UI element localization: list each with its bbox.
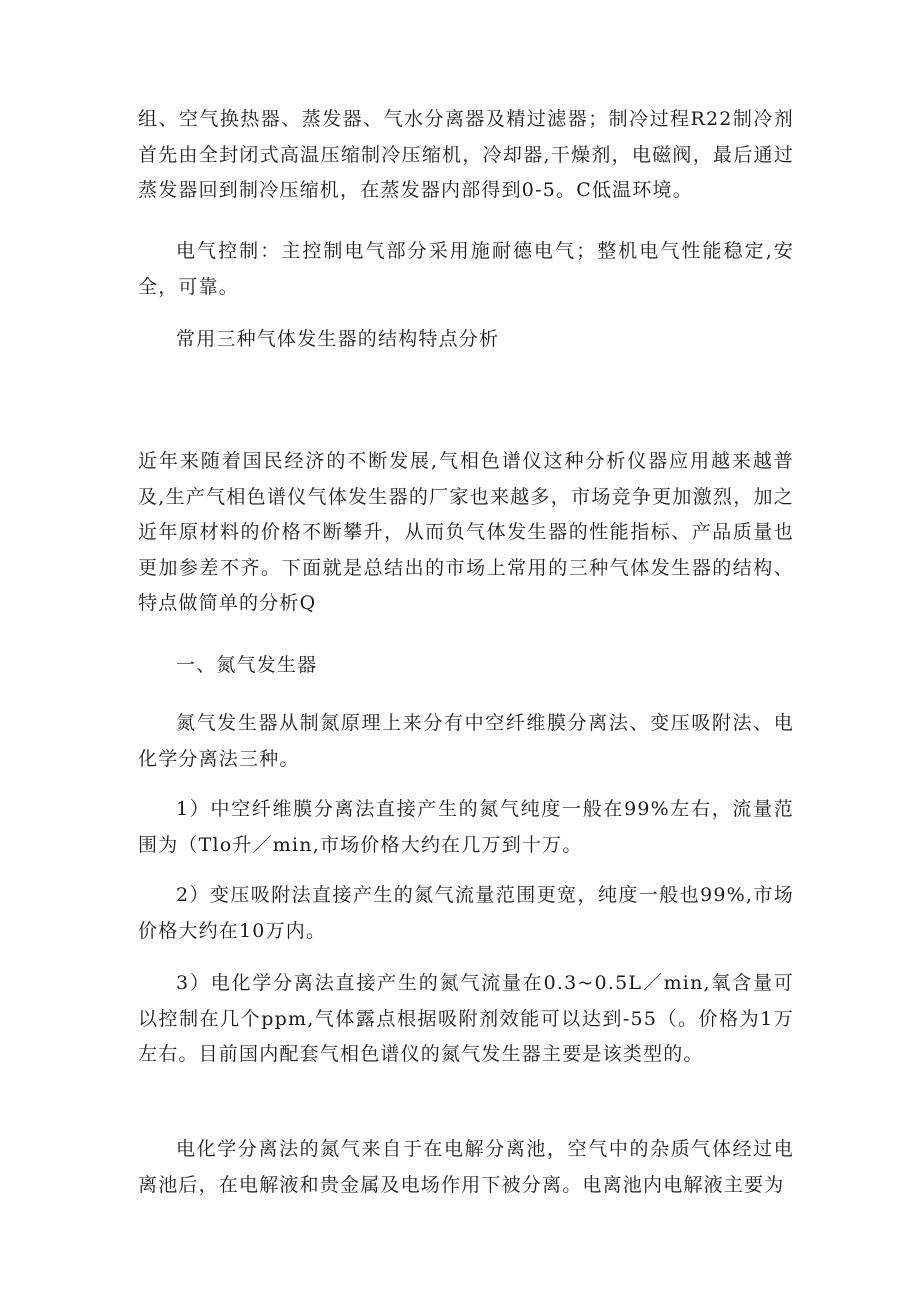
list-item-pressure-swing-adsorption: 2）变压吸附法直接产生的氮气流量范围更宽，纯度一般也99%,市场价格大约在10万内。 [138,884,794,942]
paragraph-electrical-control: 电气控制：主控制电气部分采用施耐德电气；整机电气性能稳定,安全，可靠。 [138,240,794,298]
subsection-title-nitrogen-generator: 一、氮气发生器 [176,654,318,676]
list-item-hollow-fiber-membrane: 1）中空纤维膜分离法直接产生的氮气纯度一般在99%左右，流量范围为（Tlo升／min,市场价格大约在几万到十万。 [138,798,794,856]
list-item-electrochemical-separation: 3）电化学分离法直接产生的氮气流量在0.3~0.5L／min,氧含量可以控制在几个ppm,气体露点根据吸附剂效能可以达到-55（。价格为1万左右。目前国内配套气相色谱仪的氮气发生器主要是该类型的。 [138,972,794,1065]
paragraph-nitrogen-methods: 氮气发生器从制氮原理上来分有中空纤维膜分离法、变压吸附法、电化学分离法三种。 [138,712,794,770]
paragraph-refrigeration-components: 组、空气换热器、蒸发器、气水分离器及精过滤器；制冷过程R22制冷剂首先由全封闭式高温压缩制冷压缩机，冷却器,干燥剂，电磁阀，最后通过蒸发器回到制冷压缩机，在蒸发器内部得到0-5。C低温环境。 [138,108,794,201]
paragraph-introduction: 近年来随着国民经济的不断发展,气相色谱仪这种分析仪器应用越来越普及,生产气相色谱仪气体发生器的厂家也来越多，市场竞争更加激烈，加之近年原材料的价格不断攀升，从而负气体发生器的性能指标、产品质量也更加参差不齐。下面就是总结出的市场上常用的三种气体发生器的结构、特点做简单的分析Q [138,450,794,614]
paragraph-electrochemical-details: 电化学分离法的氮气来自于在电解分离池，空气中的杂质气体经过电离池后，在电解液和贵金属及电场作用下被分离。电离池内电解液主要为 [138,1138,794,1196]
section-title-gas-generators: 常用三种气体发生器的结构特点分析 [176,328,500,350]
